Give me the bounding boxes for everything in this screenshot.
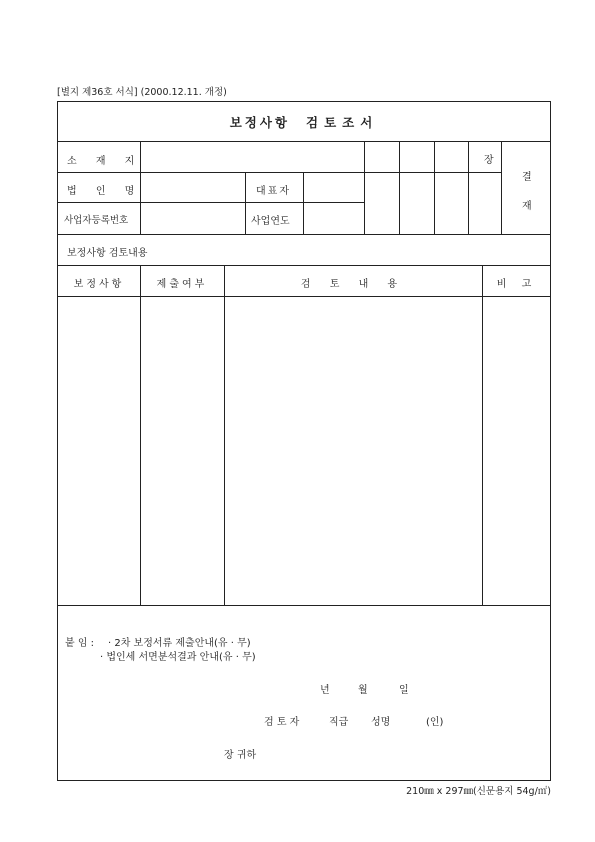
corp-name-label: 법 인 명 (67, 186, 143, 197)
representative-label: 대표자 (256, 186, 291, 197)
addressee: 장 귀하 (224, 750, 257, 761)
business-year-label: 사업연도 (251, 216, 290, 227)
col-header-review-content: 검 토 내 용 (300, 279, 406, 290)
attachment-item-2: · 법인세 서면분석결과 안내(유 · 무) (100, 652, 256, 663)
business-reg-label: 사업자등록번호 (64, 215, 129, 226)
title-part1: 보정사항 (229, 114, 290, 130)
date-month: 월 (358, 685, 368, 696)
col-header-remarks: 비 고 (496, 279, 538, 290)
review-section-label: 보정사항 검토내용 (67, 248, 148, 259)
seal-label: (인) (426, 717, 444, 728)
date-day: 일 (399, 685, 409, 696)
rank-label: 직급 (329, 717, 349, 728)
attachment-item-1: · 2차 보정서류 제출안내(유 · 무) (108, 638, 251, 649)
name-label: 성명 (371, 717, 391, 728)
form-title (58, 102, 550, 142)
title-part2: 검토조서 (306, 114, 379, 130)
col-header-correction: 보정사항 (73, 279, 125, 290)
location-label: 소 재 지 (67, 156, 143, 167)
form-frame (57, 101, 551, 781)
date-year: 년 (320, 685, 330, 696)
reviewer-label: 검 토 자 (264, 717, 300, 728)
col-header-submitted: 제출여부 (156, 279, 208, 290)
chief-label: 장 (484, 155, 494, 166)
form-reference: [별지 제36호 서식] (2000.12.11. 개정) (57, 87, 227, 98)
approval-label-1: 결 (522, 172, 532, 183)
approval-label-2: 재 (522, 201, 532, 212)
paper-spec: 210㎜ x 297㎜(신문용지 54g/㎡) (406, 786, 551, 797)
attachment-label: 붙 임 : (65, 638, 95, 649)
